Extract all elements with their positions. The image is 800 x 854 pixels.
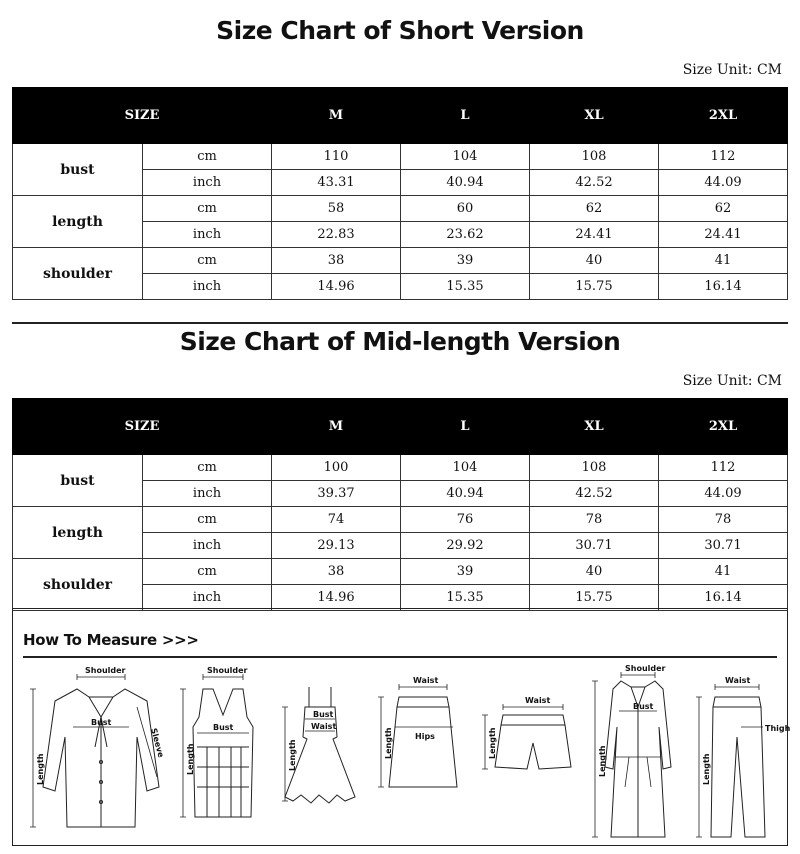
value-cell: 44.09 <box>659 481 788 507</box>
unit-inch: inch <box>143 222 272 248</box>
label-length: Length <box>598 745 607 777</box>
value-cell: 39.37 <box>272 481 401 507</box>
mid-size-table <box>12 398 788 611</box>
value-cell: 108 <box>530 455 659 481</box>
unit-inch: inch <box>143 274 272 300</box>
dress-icon <box>275 667 365 842</box>
value-cell: 15.75 <box>530 585 659 611</box>
label-length: Length <box>384 727 393 759</box>
unit-cm: cm <box>143 507 272 533</box>
value-cell: 24.41 <box>659 222 788 248</box>
coat-icon <box>585 664 685 842</box>
unit-cm: cm <box>143 455 272 481</box>
mid-size-table-wrap <box>12 398 788 611</box>
label-bust: Bust <box>213 723 234 732</box>
value-cell: 38 <box>272 248 401 274</box>
measure-shoulder: shoulder <box>13 559 143 611</box>
value-cell: 30.71 <box>659 533 788 559</box>
label-waist: Waist <box>311 722 337 731</box>
header-l: L <box>401 88 530 144</box>
value-cell: 39 <box>401 248 530 274</box>
how-to-measure-panel <box>12 608 791 846</box>
value-cell: 44.09 <box>659 170 788 196</box>
measure-shoulder: shoulder <box>13 248 143 300</box>
value-cell: 104 <box>401 144 530 170</box>
label-length: Length <box>36 753 45 785</box>
unit-cm: cm <box>143 144 272 170</box>
label-waist: Waist <box>725 676 751 685</box>
value-cell: 40 <box>530 559 659 585</box>
measure-bust: bust <box>13 455 143 507</box>
trousers-diagram <box>689 667 791 842</box>
short-chart-title: Size Chart of Short Version <box>216 16 584 45</box>
short-header-row <box>13 88 788 144</box>
value-cell: 15.35 <box>401 274 530 300</box>
short-size-table <box>12 87 788 300</box>
unit-inch: inch <box>143 481 272 507</box>
value-cell: 22.83 <box>272 222 401 248</box>
how-to-measure-title: How To Measure >>> <box>23 631 199 649</box>
unit-cm: cm <box>143 196 272 222</box>
label-sleeve: Sleeve <box>149 727 166 759</box>
header-size: SIZE <box>13 399 272 455</box>
value-cell: 14.96 <box>272 274 401 300</box>
value-cell: 62 <box>530 196 659 222</box>
value-cell: 24.41 <box>530 222 659 248</box>
label-waist: Waist <box>525 696 551 705</box>
header-2xl: 2XL <box>659 399 788 455</box>
header-2xl: 2XL <box>659 88 788 144</box>
unit-inch: inch <box>143 170 272 196</box>
dress-diagram <box>275 667 365 842</box>
shorts-diagram <box>473 667 583 842</box>
value-cell: 39 <box>401 559 530 585</box>
how-to-measure-underline <box>23 656 777 658</box>
label-bust: Bust <box>91 718 112 727</box>
unit-inch: inch <box>143 533 272 559</box>
label-thigh: Thigh <box>765 724 791 733</box>
value-cell: 40.94 <box>401 170 530 196</box>
mid-size-unit: Size Unit: CM <box>682 373 782 389</box>
value-cell: 16.14 <box>659 585 788 611</box>
label-bust: Bust <box>313 710 334 719</box>
value-cell: 112 <box>659 144 788 170</box>
label-length: Length <box>488 727 497 759</box>
short-size-table-wrap <box>12 87 788 300</box>
value-cell: 108 <box>530 144 659 170</box>
header-size: SIZE <box>13 88 272 144</box>
blouse-icon <box>25 667 175 842</box>
table-row <box>13 144 788 170</box>
table-row <box>13 455 788 481</box>
value-cell: 15.75 <box>530 274 659 300</box>
skirt-icon <box>369 667 469 842</box>
label-length: Length <box>702 753 711 785</box>
trousers-icon <box>689 667 791 842</box>
label-bust: Bust <box>633 702 654 711</box>
skirt-diagram <box>369 667 469 842</box>
unit-cm: cm <box>143 559 272 585</box>
label-length: Length <box>288 739 297 771</box>
value-cell: 43.31 <box>272 170 401 196</box>
value-cell: 42.52 <box>530 481 659 507</box>
label-waist: Waist <box>413 676 439 685</box>
value-cell: 15.35 <box>401 585 530 611</box>
label-length: Length <box>186 743 195 775</box>
mid-chart-title: Size Chart of Mid-length Version <box>179 327 621 356</box>
value-cell: 41 <box>659 559 788 585</box>
label-shoulder: Shoulder <box>625 664 666 673</box>
value-cell: 16.14 <box>659 274 788 300</box>
value-cell: 40.94 <box>401 481 530 507</box>
measure-length: length <box>13 507 143 559</box>
value-cell: 58 <box>272 196 401 222</box>
shorts-icon <box>473 667 583 842</box>
value-cell: 100 <box>272 455 401 481</box>
label-hips: Hips <box>415 732 435 741</box>
label-shoulder: Shoulder <box>85 666 126 675</box>
table-row <box>13 507 788 533</box>
value-cell: 104 <box>401 455 530 481</box>
table-row <box>13 559 788 585</box>
header-xl: XL <box>530 399 659 455</box>
short-size-unit: Size Unit: CM <box>682 62 782 78</box>
section-divider <box>12 322 788 324</box>
value-cell: 62 <box>659 196 788 222</box>
unit-cm: cm <box>143 248 272 274</box>
label-shoulder: Shoulder <box>207 666 248 675</box>
table-row <box>13 196 788 222</box>
value-cell: 29.92 <box>401 533 530 559</box>
blouse-diagram <box>25 667 175 842</box>
value-cell: 30.71 <box>530 533 659 559</box>
measure-length: length <box>13 196 143 248</box>
vest-icon <box>173 667 273 842</box>
header-m: M <box>272 88 401 144</box>
header-xl: XL <box>530 88 659 144</box>
value-cell: 40 <box>530 248 659 274</box>
value-cell: 76 <box>401 507 530 533</box>
value-cell: 23.62 <box>401 222 530 248</box>
value-cell: 78 <box>530 507 659 533</box>
value-cell: 78 <box>659 507 788 533</box>
vest-diagram <box>173 667 273 842</box>
value-cell: 74 <box>272 507 401 533</box>
value-cell: 60 <box>401 196 530 222</box>
mid-header-row <box>13 399 788 455</box>
value-cell: 29.13 <box>272 533 401 559</box>
value-cell: 41 <box>659 248 788 274</box>
value-cell: 42.52 <box>530 170 659 196</box>
unit-inch: inch <box>143 585 272 611</box>
value-cell: 14.96 <box>272 585 401 611</box>
coat-diagram <box>585 664 685 842</box>
value-cell: 38 <box>272 559 401 585</box>
value-cell: 112 <box>659 455 788 481</box>
table-row <box>13 248 788 274</box>
measure-bust: bust <box>13 144 143 196</box>
header-m: M <box>272 399 401 455</box>
value-cell: 110 <box>272 144 401 170</box>
header-l: L <box>401 399 530 455</box>
